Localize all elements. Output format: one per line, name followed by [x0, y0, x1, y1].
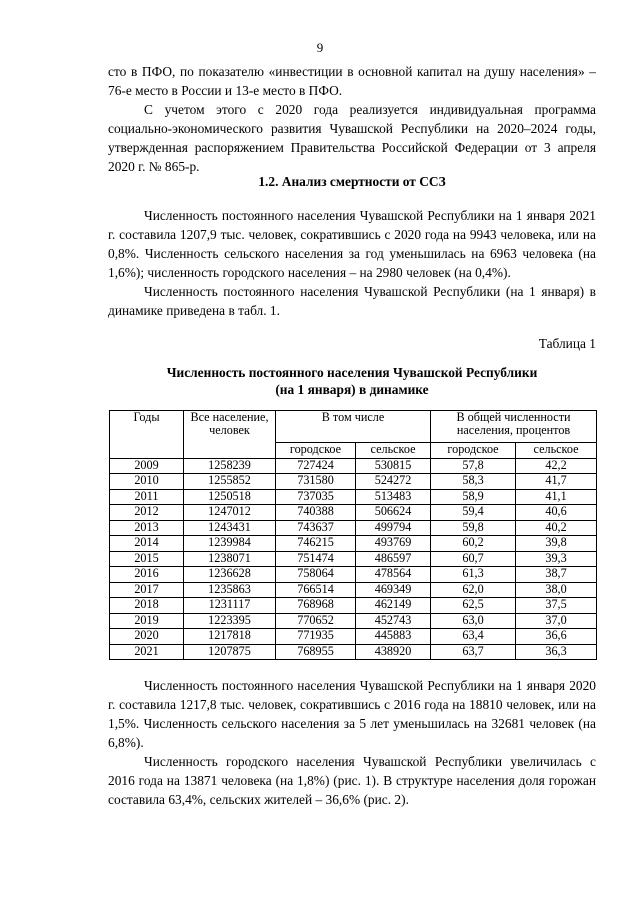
cell-total: 1223395 — [184, 613, 276, 629]
cell-total: 1236628 — [184, 567, 276, 583]
cell-rural-pct: 41,1 — [516, 489, 597, 505]
table-title — [108, 364, 596, 398]
cell-year: 2012 — [110, 505, 184, 521]
table-label: Таблица 1 — [538, 336, 596, 351]
cell-urban-pct: 63,4 — [431, 629, 516, 645]
cell-rural-pct: 36,3 — [516, 644, 597, 660]
table-row — [110, 598, 597, 614]
cell-urban-pct: 60,2 — [431, 536, 516, 552]
cell-year: 2009 — [110, 458, 184, 474]
table-row — [110, 551, 597, 567]
table-row — [110, 629, 597, 645]
intro-block — [108, 62, 596, 176]
page-number: 9 — [316, 40, 324, 55]
cell-urban-pct: 63,0 — [431, 613, 516, 629]
population-table — [109, 410, 597, 660]
header-including: В том числе — [276, 411, 431, 443]
cell-year: 2019 — [110, 613, 184, 629]
cell-total: 1207875 — [184, 644, 276, 660]
cell-total: 1217818 — [184, 629, 276, 645]
cell-rural: 524272 — [356, 474, 431, 490]
cell-rural: 438920 — [356, 644, 431, 660]
cell-rural: 486597 — [356, 551, 431, 567]
cell-rural: 513483 — [356, 489, 431, 505]
cell-rural: 445883 — [356, 629, 431, 645]
cell-urban-pct: 57,8 — [431, 458, 516, 474]
cell-urban: 770652 — [276, 613, 356, 629]
cell-total: 1255852 — [184, 474, 276, 490]
cell-year: 2010 — [110, 474, 184, 490]
cell-urban: 727424 — [276, 458, 356, 474]
table-title-line-2: (на 1 января) в динамике — [275, 382, 429, 397]
cell-urban: 768955 — [276, 644, 356, 660]
paragraph-intro-1: сто в ПФО, по показателю «инвестиции в основной капитал на душу населения» – 76-е место в России и 13-е место в ПФО. — [108, 64, 596, 98]
cell-urban: 768968 — [276, 598, 356, 614]
header-rural-pct: сельское — [516, 443, 597, 459]
table-row — [110, 567, 597, 583]
paragraph-population-2: Численность постоянного населения Чувашской Республики (на 1 января) в динамике приведена в табл. 1. — [108, 284, 596, 318]
cell-year: 2011 — [110, 489, 184, 505]
cell-rural-pct: 38,0 — [516, 582, 597, 598]
cell-year: 2015 — [110, 551, 184, 567]
cell-urban-pct: 62,0 — [431, 582, 516, 598]
cell-year: 2014 — [110, 536, 184, 552]
table-row — [110, 458, 597, 474]
header-total: Все население, человек — [184, 411, 276, 459]
cell-year: 2020 — [110, 629, 184, 645]
cell-total: 1231117 — [184, 598, 276, 614]
cell-urban-pct: 63,7 — [431, 644, 516, 660]
cell-rural-pct: 41,7 — [516, 474, 597, 490]
cell-year: 2013 — [110, 520, 184, 536]
cell-total: 1247012 — [184, 505, 276, 521]
cell-rural: 493769 — [356, 536, 431, 552]
cell-urban: 751474 — [276, 551, 356, 567]
header-share: В общей численности населения, процентов — [431, 411, 597, 443]
table-body — [110, 458, 597, 660]
after-table-block — [108, 676, 596, 809]
paragraph-after-1: Численность постоянного населения Чувашской Республики на 1 января 2020 г. составила 1217,8 тыс. человек, сократившись с 2016 года на 18810 человек, или на 1,5%. Численность сельского населения за 5 лет уменьшилась на 32681 человек (на 6,8%). — [108, 678, 596, 750]
cell-total: 1258239 — [184, 458, 276, 474]
table-row — [110, 582, 597, 598]
cell-urban-pct: 60,7 — [431, 551, 516, 567]
cell-urban-pct: 61,3 — [431, 567, 516, 583]
cell-urban-pct: 59,4 — [431, 505, 516, 521]
cell-total: 1239984 — [184, 536, 276, 552]
header-urban-pct: городское — [431, 443, 516, 459]
cell-rural-pct: 37,5 — [516, 598, 597, 614]
table-row — [110, 536, 597, 552]
cell-rural-pct: 39,8 — [516, 536, 597, 552]
cell-urban: 743637 — [276, 520, 356, 536]
cell-year: 2017 — [110, 582, 184, 598]
cell-rural: 530815 — [356, 458, 431, 474]
paragraph-population-1: Численность постоянного населения Чувашской Республики на 1 января 2021 г. составила 1207,9 тыс. человек, сократившись с 2020 года на 9943 человека, или на 0,8%. Численность сельского населения за год уменьшилась на 6963 человека (на 1,6%); численность городского населения – на 2980 человек (на 0,4%). — [108, 208, 596, 280]
cell-total: 1250518 — [184, 489, 276, 505]
header-years: Годы — [110, 411, 184, 459]
cell-urban: 758064 — [276, 567, 356, 583]
cell-rural-pct: 40,6 — [516, 505, 597, 521]
cell-rural-pct: 38,7 — [516, 567, 597, 583]
cell-rural: 499794 — [356, 520, 431, 536]
cell-urban: 771935 — [276, 629, 356, 645]
cell-rural: 478564 — [356, 567, 431, 583]
cell-year: 2021 — [110, 644, 184, 660]
table-title-line-1: Численность постоянного населения Чувашской Республики — [166, 365, 538, 380]
table-row — [110, 489, 597, 505]
cell-total: 1243431 — [184, 520, 276, 536]
cell-rural: 462149 — [356, 598, 431, 614]
cell-urban-pct: 58,9 — [431, 489, 516, 505]
cell-urban-pct: 58,3 — [431, 474, 516, 490]
cell-urban-pct: 62,5 — [431, 598, 516, 614]
table-row — [110, 474, 597, 490]
cell-rural-pct: 39,3 — [516, 551, 597, 567]
cell-total: 1235863 — [184, 582, 276, 598]
table-row — [110, 644, 597, 660]
cell-year: 2018 — [110, 598, 184, 614]
cell-urban: 740388 — [276, 505, 356, 521]
cell-rural-pct: 37,0 — [516, 613, 597, 629]
cell-rural: 452743 — [356, 613, 431, 629]
cell-year: 2016 — [110, 567, 184, 583]
cell-rural-pct: 40,2 — [516, 520, 597, 536]
header-rural: сельское — [356, 443, 431, 459]
paragraph-intro-2: С учетом этого с 2020 года реализуется индивидуальная программа социально-экономического развития Чувашской Республики на 2020–2024 годы, утвержденная распоряжением Правительства Российской Федерации от 3 апреля 2020 г. № 865-р. — [108, 102, 596, 174]
cell-urban: 746215 — [276, 536, 356, 552]
population-block — [108, 206, 596, 320]
cell-urban: 731580 — [276, 474, 356, 490]
cell-rural-pct: 42,2 — [516, 458, 597, 474]
cell-urban: 737035 — [276, 489, 356, 505]
cell-total: 1238071 — [184, 551, 276, 567]
cell-rural: 506624 — [356, 505, 431, 521]
section-heading: 1.2. Анализ смертности от ССЗ — [258, 174, 446, 189]
table-row — [110, 613, 597, 629]
cell-rural: 469349 — [356, 582, 431, 598]
cell-rural-pct: 36,6 — [516, 629, 597, 645]
cell-urban-pct: 59,8 — [431, 520, 516, 536]
table-row — [110, 520, 597, 536]
paragraph-after-2: Численность городского населения Чувашской Республики увеличилась с 2016 года на 13871 человека (на 1,8%) (рис. 1). В структуре населения доля горожан составила 63,4%, сельских жителей – 36,6% (рис. 2). — [108, 754, 596, 807]
cell-urban: 766514 — [276, 582, 356, 598]
table-row — [110, 505, 597, 521]
header-urban: городское — [276, 443, 356, 459]
